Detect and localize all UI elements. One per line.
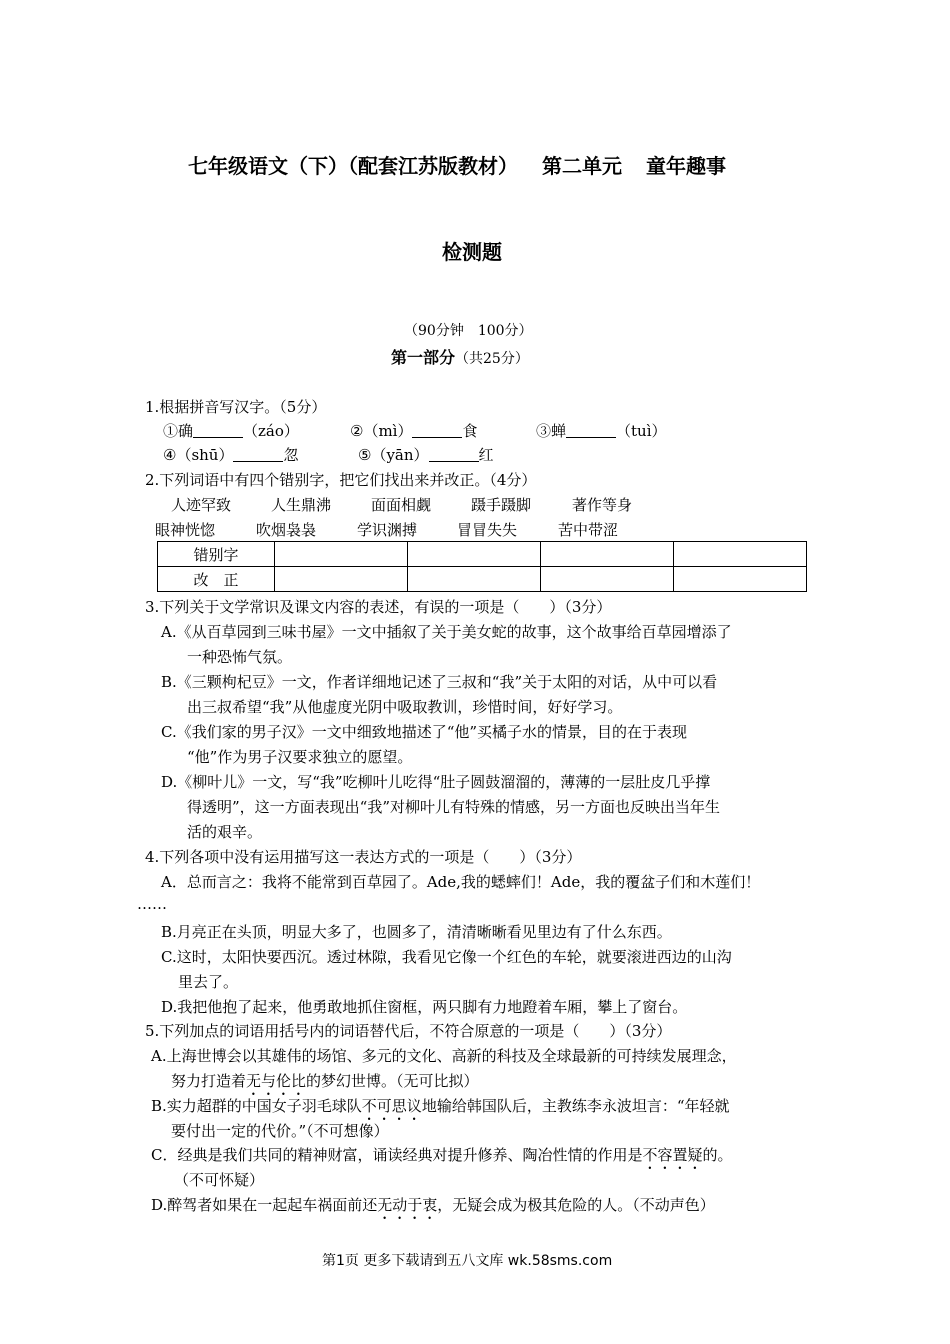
q1-item-1[interactable]: ①确 （záo）	[163, 422, 299, 440]
q1-item-2[interactable]: ②（mì） 食	[350, 422, 478, 440]
q2-word: 人生鼎沸	[271, 496, 332, 514]
q5-option-b-cont: 要付出一定的代价。”（不可想像）	[171, 1122, 389, 1140]
part1-title: 第一部分	[391, 348, 456, 367]
q5-option-a-cont: 努力打造着无与伦比的梦幻世博。（无可比拟）	[171, 1072, 479, 1090]
q5-option-c-cont: （不可怀疑）	[174, 1171, 265, 1189]
q4-option-d: D.我把他抱了起来，他勇敢地抓住窗框，两只脚有力地蹬着车厢，攀上了窗台。	[161, 998, 688, 1016]
q2-word: 人迹罕致	[171, 496, 232, 514]
page-subtitle: 检测题	[442, 240, 502, 264]
correction-table	[157, 541, 807, 592]
answer-cell[interactable]	[408, 542, 541, 567]
q1-item-4[interactable]: ④（shū） 忽	[163, 446, 299, 464]
q2-word: 著作等身	[572, 496, 633, 514]
q3-option-c: C.《我们家的男子汉》一文中细致地描述了“他”买橘子水的情景，目的在于表现	[161, 723, 688, 741]
dotted-phrase: 无动于衷	[377, 1196, 438, 1214]
q5-stem: 5.下列加点的词语用括号内的词语替代后，不符合原意的一项是（ ）（3分）	[145, 1022, 672, 1040]
q3-option-c-cont: “他”作为男子汉要求独立的愿望。	[187, 748, 413, 766]
q2-word: 眼神恍惚	[155, 521, 216, 539]
part1-points: （共25分）	[455, 351, 529, 367]
q4-option-a: A．总而言之：我将不能常到百草园了。Ade,我的蟋蟀们！Ade，我的覆盆子们和木莲们！	[161, 873, 761, 891]
q5-option-d: D.醉驾者如果在一起起车祸面前还无动于衷，无疑会成为极其危险的人。（不动声色）	[151, 1196, 715, 1214]
q2-word: 蹑手蹑脚	[471, 496, 532, 514]
q2-word: 面面相觑	[371, 496, 432, 514]
page-title	[188, 150, 726, 179]
q5-option-b: B.实力超群的中国女子羽毛球队不可思议地输给韩国队后，主教练李永波坦言：“年轻就	[151, 1097, 730, 1115]
q5-option-c: C．经典是我们共同的精神财富，诵读经典对提升修养、陶冶性情的作用是不容置疑的。	[151, 1146, 733, 1164]
q4-option-c: C.这时，太阳快要西沉。透过林隙，我看见它像一个红色的车轮，就要滚进西边的山沟	[161, 948, 732, 966]
answer-cell[interactable]	[408, 567, 541, 592]
table-row	[158, 542, 807, 567]
answer-cell[interactable]	[275, 567, 408, 592]
q3-option-b-cont: 出三叔希望“我”从他虚度光阴中吸取教训，珍惜时间，好好学习。	[187, 698, 623, 716]
table-label-correct: 改 正	[158, 567, 275, 592]
q3-option-a-cont: 一种恐怖气氛。	[187, 648, 293, 666]
q3-option-d-cont2: 活的艰辛。	[187, 823, 263, 841]
q2-word: 学识渊搏	[357, 521, 418, 539]
part1-heading	[391, 345, 529, 368]
q1-item-5[interactable]: ⑤（yān） 红	[358, 446, 494, 464]
q1-item-3[interactable]: ③蝉 （tuì）	[536, 422, 667, 440]
q2-word: 冒冒失失	[457, 521, 518, 539]
q5-option-a: A.上海世博会以其雄伟的场馆、多元的文化、高新的科技及全球最新的可持续发展理念，	[151, 1047, 737, 1065]
answer-cell[interactable]	[541, 567, 674, 592]
q3-option-a: A.《从百草园到三味书屋》一文中插叙了关于美女蛇的故事，这个故事给百草园增添了	[161, 623, 732, 641]
title-theme: 童年趣事	[646, 154, 726, 178]
q2-word: 吹烟袅袅	[256, 521, 317, 539]
dotted-phrase: 不容置疑	[642, 1146, 703, 1164]
page-footer: 第1页 更多下载请到五八文库 wk.58sms.com	[322, 1253, 613, 1269]
table-row	[158, 567, 807, 592]
dotted-phrase: 不可思议	[361, 1097, 422, 1115]
q4-option-b: B.月亮正在头顶，明显大多了，也圆多了，清清晰晰看见里边有了什么东西。	[161, 923, 672, 941]
q3-option-d-cont: 得透明”，这一方面表现出“我”对柳叶儿有特殊的情感，另一方面也反映出当年生	[187, 798, 721, 816]
time-info: （90分钟 100分）	[404, 323, 533, 339]
answer-cell[interactable]	[275, 542, 408, 567]
table-label-wrong: 错别字	[158, 542, 275, 567]
q2-stem: 2.下列词语中有四个错别字，把它们找出来并改正。（4分）	[145, 471, 537, 489]
q2-word: 苦中带涩	[558, 521, 619, 539]
title-course: 七年级语文（下）（配套江苏版教材）	[188, 154, 518, 178]
title-unit: 第二单元	[542, 154, 622, 178]
q4-option-a-cont: ……	[137, 895, 167, 913]
q4-option-c-cont: 里去了。	[178, 973, 239, 991]
q3-stem: 3.下列关于文学常识及课文内容的表述，有误的一项是（ ）（3分）	[145, 598, 612, 616]
q1-stem: 1.根据拼音写汉字。（5分）	[145, 398, 327, 416]
answer-cell[interactable]	[674, 567, 807, 592]
answer-cell[interactable]	[541, 542, 674, 567]
q3-option-d: D.《柳叶儿》一文，写“我”吃柳叶儿吃得“肚子圆鼓溜溜的，薄薄的一层肚皮几乎撑	[161, 773, 711, 791]
q4-stem: 4.下列各项中没有运用描写这一表达方式的一项是（ ）（3分）	[145, 848, 582, 866]
q3-option-b: B.《三颗枸杞豆》一文，作者详细地记述了三叔和“我”关于太阳的对话，从中可以看	[161, 673, 718, 691]
answer-cell[interactable]	[674, 542, 807, 567]
dotted-phrase: 无与伦比	[246, 1072, 307, 1090]
